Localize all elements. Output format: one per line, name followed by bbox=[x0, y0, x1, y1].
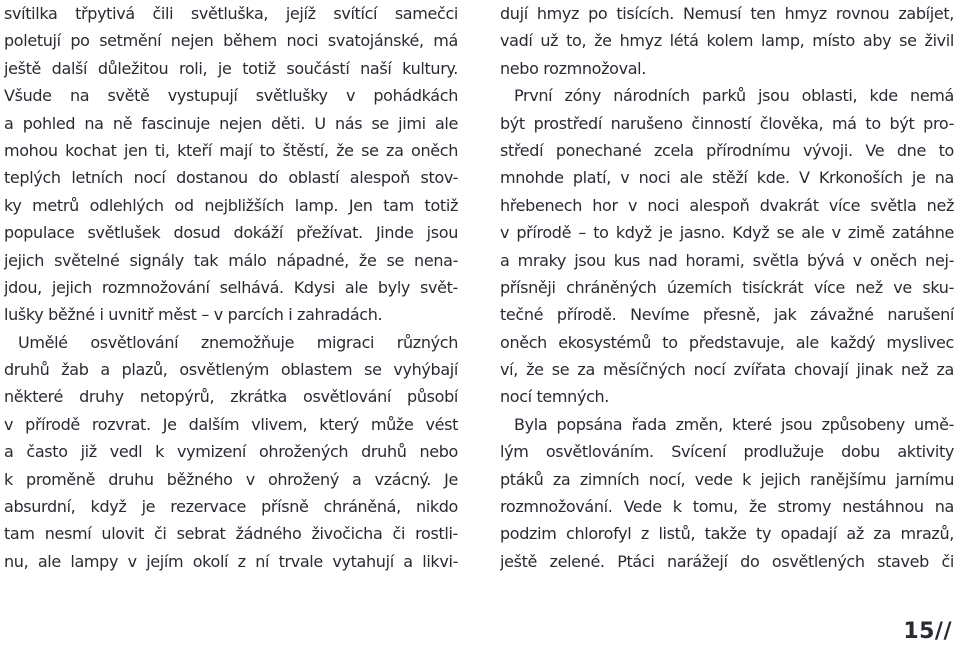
text-line: oněch ekosystémů to představuje, ale každý myslivec bbox=[500, 332, 954, 352]
text-line: poletují po setmění nejen během noci svatojánské, má bbox=[4, 31, 458, 51]
text-line: v přírodě – to když je jasno. Když se ale v zimě zatáhne bbox=[500, 223, 954, 243]
text-line: mohou kochat jen ti, kteří mají to štěstí, že se za oněch bbox=[4, 140, 458, 160]
text-line: nu, ale lampy v jejím okolí z ní trvale vytahují a likvi- bbox=[4, 551, 458, 571]
text-line: tam nesmí ulovit či sebrat žádného živočicha či rostli- bbox=[4, 524, 458, 544]
text-line: k proměně druhu běžného v ohrožený a vzácný. Je bbox=[4, 469, 458, 489]
text-line: teplých letních nocí dostanou do oblastí alespoň stov- bbox=[4, 168, 458, 188]
text-line: některé druhy netopýrů, zkrátka osvětlování působí bbox=[4, 387, 458, 407]
text-line: rozmnožování. Vede k tomu, že stromy nestáhnou na bbox=[500, 497, 954, 517]
text-line: nocí temných. bbox=[500, 387, 610, 407]
text-line: podzim chlorofyl z listů, takže ty opadají až za mrazů, bbox=[500, 524, 954, 544]
text-line: a často již vedl k vymizení ohrožených druhů nebo bbox=[4, 442, 458, 462]
text-line: Umělé osvětlování znemožňuje migraci různých bbox=[18, 332, 458, 352]
text-line: být prostředí narušeno činností člověka, má to být pro- bbox=[500, 113, 954, 133]
text-line: První zóny národních parků jsou oblasti, kde nemá bbox=[514, 86, 954, 106]
text-line: jejich světelné signály tak málo nápadné, že se nena- bbox=[4, 250, 458, 270]
text-line: ještě zelené. Ptáci narážejí do osvětlených staveb či bbox=[500, 551, 954, 571]
text-line: svítilka třpytivá čili světluška, jejíž svítící samečci bbox=[4, 4, 458, 23]
text-line: tečné přírodě. Nevíme přesně, jak závažné narušení bbox=[500, 305, 954, 325]
text-line: Byla popsána řada změn, které jsou způsobeny umě- bbox=[514, 414, 954, 434]
right-text-column bbox=[500, 0, 954, 575]
text-line: ky metrů odlehlých od nejbližších lamp. Jen tam totiž bbox=[4, 195, 458, 215]
left-text-column bbox=[4, 0, 458, 575]
page-number: 15// bbox=[903, 619, 952, 644]
text-line: jdou, jejich rozmnožování selhává. Kdysi ale byly svět- bbox=[4, 277, 458, 297]
text-line: populace světlušek dosud dokáží přežívat. Jinde jsou bbox=[4, 223, 458, 243]
text-line: nebo rozmnožoval. bbox=[500, 58, 646, 78]
text-line: a pohled na ně fascinuje nejen děti. U nás se jimi ale bbox=[4, 113, 458, 133]
text-line: a mraky jsou kus nad horami, světla bývá v oněch nej- bbox=[500, 250, 954, 270]
text-line: absurdní, když je rezervace přísně chráněná, nikdo bbox=[4, 497, 458, 517]
text-line: ví, že se za měsíčných nocí zvířata chovají jinak než za bbox=[500, 360, 954, 380]
text-line: dují hmyz po tisících. Nemusí ten hmyz rovnou zabíjet, bbox=[500, 4, 954, 23]
text-line: lým osvětlováním. Svícení prodlužuje dobu aktivity bbox=[500, 442, 954, 462]
text-line: vadí už to, že hmyz létá kolem lamp, místo aby se živil bbox=[500, 31, 954, 51]
text-line: ještě další důležitou roli, je totiž součástí naší kultury. bbox=[4, 58, 458, 78]
text-line: lušky běžné i uvnitř měst – v parcích i zahradách. bbox=[4, 305, 383, 325]
text-line: středí ponechané zcela přírodnímu vývoji. Ve dne to bbox=[500, 140, 954, 160]
text-line: hřebenech hor v noci alespoň dvakrát více světla než bbox=[500, 195, 954, 215]
text-line: přísněji chráněných územích tisíckrát více než ve sku- bbox=[500, 277, 954, 297]
text-line: v přírodě rozvrat. Je dalším vlivem, který může vést bbox=[4, 414, 458, 434]
text-line: Všude na světě vystupují světlušky v pohádkách bbox=[4, 86, 458, 106]
text-line: ptáků za zimních nocí, vede k jejich ranějšímu jarnímu bbox=[500, 469, 954, 489]
text-line: mnohde platí, v noci ale stěží kde. V Krkonoších je na bbox=[500, 168, 954, 188]
text-line: druhů žab a plazů, osvětleným oblastem se vyhýbají bbox=[4, 360, 458, 380]
